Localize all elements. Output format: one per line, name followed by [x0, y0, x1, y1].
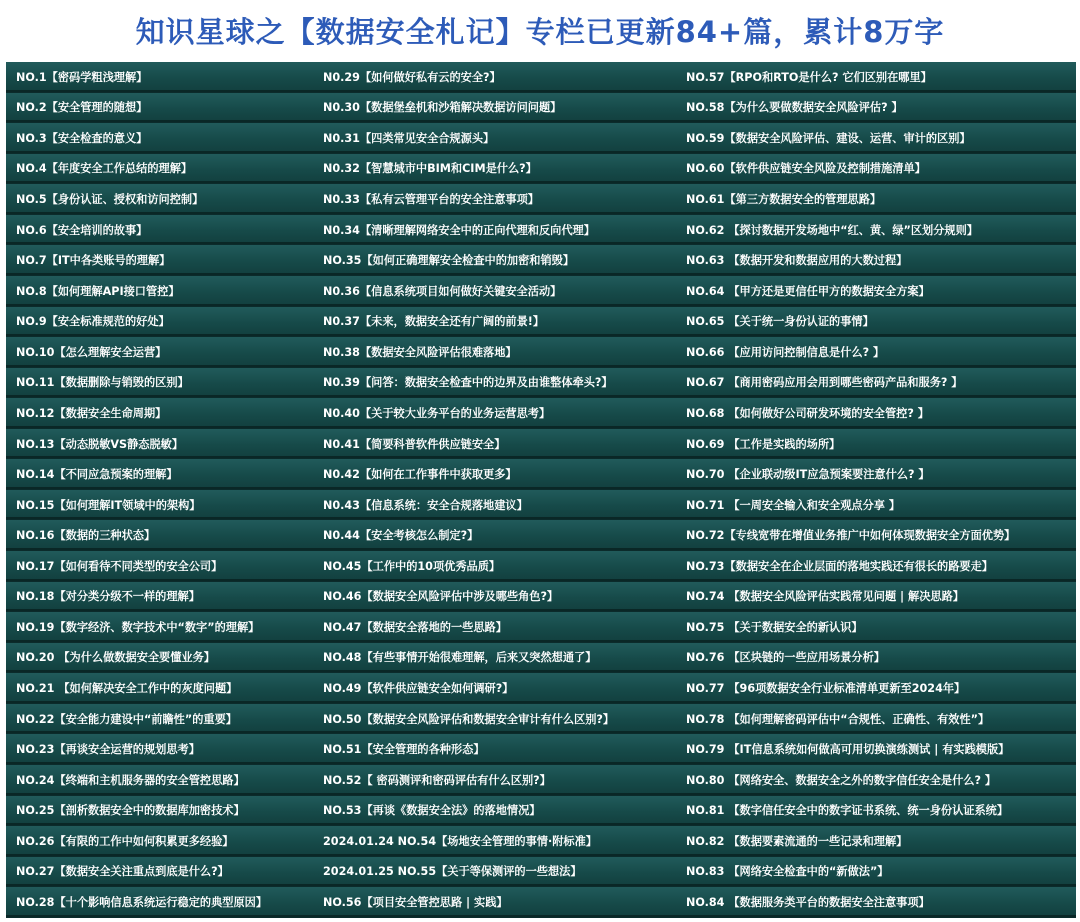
article-entry-label: NO.25【剖析数据安全中的数据库加密技术】 — [16, 804, 245, 818]
article-entry — [6, 490, 313, 521]
article-entry — [6, 673, 313, 704]
article-entry — [6, 857, 313, 888]
article-entry-label: N0.42【如何在工作事件中获取更多】 — [323, 468, 517, 482]
article-entry-label: NO.59【数据安全风险评估、建设、运营、审计的区别】 — [686, 131, 971, 145]
article-entry-label: NO.49【软件供应链安全如何调研?】 — [323, 682, 514, 696]
article-entry — [6, 154, 313, 185]
article-entry — [676, 123, 1076, 154]
article-entry — [313, 429, 676, 460]
article-entry — [676, 796, 1076, 827]
page-title: 知识星球之【数据安全札记】专栏已更新84+篇，累计8万字 — [135, 14, 945, 49]
article-entry — [313, 307, 676, 338]
article-entry — [676, 551, 1076, 582]
article-entry-label: NO.78 【如何理解密码评估中“合规性、正确性、有效性”】 — [686, 712, 990, 726]
article-entry-label: NO.53【再谈《数据安全法》的落地情况】 — [323, 804, 541, 818]
article-entry — [313, 520, 676, 551]
article-entry-label: NO.67 【商用密码应用会用到哪些密码产品和服务? 】 — [686, 376, 963, 390]
article-entry — [6, 276, 313, 307]
article-entry — [313, 887, 676, 918]
article-entry-label: N0.38【数据安全风险评估很难落地】 — [323, 345, 517, 359]
article-entry-label: NO.63 【数据开发和数据应用的大数过程】 — [686, 254, 908, 268]
article-entry-label: NO.46【数据安全风险评估中涉及哪些角色?】 — [323, 590, 559, 604]
article-entry-label: NO.26【有限的工作中如何积累更多经验】 — [16, 834, 234, 848]
article-entry — [313, 612, 676, 643]
article-entry-label: NO.81 【数字信任安全中的数字证书系统、统一身份认证系统】 — [686, 804, 1009, 818]
article-entry-label: NO.12【数据安全生命周期】 — [16, 406, 167, 420]
article-entry-label: NO.6【安全培训的故事】 — [16, 223, 148, 237]
article-entry — [313, 337, 676, 368]
article-entry — [6, 123, 313, 154]
article-entry-label: N0.41【简要科普软件供应链安全】 — [323, 437, 506, 451]
article-entry-label: NO.58【为什么要做数据安全风险评估? 】 — [686, 101, 903, 115]
article-entry-label: NO.13【动态脱敏VS静态脱敏】 — [16, 437, 184, 451]
article-entry — [313, 704, 676, 735]
article-entry — [6, 582, 313, 613]
article-entry-label: NO.51【安全管理的各种形态】 — [323, 743, 485, 757]
article-entry-label: N0.36【信息系统项目如何做好关键安全活动】 — [323, 284, 562, 298]
article-entry-label: NO.80 【网络安全、数据安全之外的数字信任安全是什么? 】 — [686, 773, 997, 787]
article-entry — [313, 765, 676, 796]
article-entry — [676, 154, 1076, 185]
article-index-grid — [6, 62, 1076, 918]
article-entry — [6, 887, 313, 918]
article-entry — [676, 307, 1076, 338]
article-entry-label: NO.22【安全能力建设中“前瞻性”的重要】 — [16, 712, 237, 726]
article-entry — [676, 887, 1076, 918]
article-entry-label: NO.64 【甲方还是更信任甲方的数据安全方案】 — [686, 284, 930, 298]
article-entry-label: NO.7【IT中各类账号的理解】 — [16, 254, 171, 268]
article-entry — [676, 612, 1076, 643]
article-entry-label: NO.74 【数据安全风险评估实践常见问题 | 解决思路】 — [686, 590, 964, 604]
article-entry-label: NO.56【项目安全管控思路 | 实践】 — [323, 895, 508, 909]
article-entry-label: NO.1【密码学粗浅理解】 — [16, 70, 148, 84]
article-entry-label: NO.65 【关于统一身份认证的事情】 — [686, 315, 874, 329]
article-entry — [6, 459, 313, 490]
article-entry-label: NO.11【数据删除与销毁的区别】 — [16, 376, 189, 390]
article-entry-label: NO.68 【如何做好公司研发环境的安全管控? 】 — [686, 406, 929, 420]
article-entry — [313, 398, 676, 429]
article-entry — [6, 307, 313, 338]
article-entry — [313, 184, 676, 215]
article-entry-label: NO.50【数据安全风险评估和数据安全审计有什么区别?】 — [323, 712, 615, 726]
article-entry — [676, 490, 1076, 521]
article-entry — [313, 276, 676, 307]
article-entry — [313, 673, 676, 704]
article-entry — [6, 734, 313, 765]
article-entry — [313, 796, 676, 827]
article-entry-label: NO.72【专线宽带在增值业务推广中如何体现数据安全方面优势】 — [686, 529, 1016, 543]
article-entry — [313, 459, 676, 490]
article-entry — [6, 704, 313, 735]
article-entry-label: NO.75 【关于数据安全的新认识】 — [686, 620, 863, 634]
article-entry — [676, 215, 1076, 246]
article-entry — [313, 643, 676, 674]
article-entry — [676, 582, 1076, 613]
article-entry-label: N0.29【如何做好私有云的安全?】 — [323, 70, 501, 84]
article-entry-label: NO.57【RPO和RTO是什么? 它们区别在哪里】 — [686, 70, 932, 84]
article-entry-label: N0.31【四类常见安全合规源头】 — [323, 131, 495, 145]
article-entry — [676, 184, 1076, 215]
article-entry-label: NO.17【如何看待不同类型的安全公司】 — [16, 559, 223, 573]
article-entry — [313, 154, 676, 185]
article-entry — [313, 93, 676, 124]
article-entry — [676, 276, 1076, 307]
article-entry-label: NO.8【如何理解API接口管控】 — [16, 284, 180, 298]
article-entry-label: NO.76 【区块链的一些应用场景分析】 — [686, 651, 885, 665]
article-entry — [6, 551, 313, 582]
article-entry-label: NO.48【有些事情开始很难理解，后来又突然想通了】 — [323, 651, 597, 665]
article-entry-label: N0.32【智慧城市中BIM和CIM是什么?】 — [323, 162, 537, 176]
article-entry — [676, 245, 1076, 276]
article-entry-label: NO.14【不同应急预案的理解】 — [16, 468, 178, 482]
article-entry-label: NO.4【年度安全工作总结的理解】 — [16, 162, 193, 176]
article-entry-label: NO.62 【探讨数据开发场地中“红、黄、绿”区划分规则】 — [686, 223, 978, 237]
article-entry-label: NO.20 【为什么做数据安全要懂业务】 — [16, 651, 215, 665]
article-entry-label: N0.39【问答：数据安全检查中的边界及由谁整体牵头?】 — [323, 376, 613, 390]
article-entry — [676, 93, 1076, 124]
article-entry — [676, 734, 1076, 765]
article-entry-label: NO.35【如何正确理解安全检查中的加密和销毁】 — [323, 254, 575, 268]
article-entry — [313, 551, 676, 582]
article-entry — [6, 337, 313, 368]
article-entry-label: N0.40【关于较大业务平台的业务运营思考】 — [323, 406, 551, 420]
article-entry — [6, 398, 313, 429]
article-entry — [676, 429, 1076, 460]
article-entry — [6, 826, 313, 857]
article-entry — [676, 673, 1076, 704]
article-entry — [313, 826, 676, 857]
article-entry — [6, 62, 313, 93]
article-entry — [6, 765, 313, 796]
article-entry-label: NO.47【数据安全落地的一些思路】 — [323, 620, 507, 634]
article-entry-label: NO.83 【网络安全检查中的“新做法”】 — [686, 865, 889, 879]
article-entry — [313, 490, 676, 521]
article-entry-label: N0.37【未来，数据安全还有广阔的前景!】 — [323, 315, 545, 329]
article-entry-label: NO.2【安全管理的随想】 — [16, 101, 148, 115]
article-entry — [6, 429, 313, 460]
article-entry — [6, 796, 313, 827]
article-entry-label: N0.30【数据堡垒机和沙箱解决数据访问问题】 — [323, 101, 562, 115]
article-entry — [676, 826, 1076, 857]
article-entry-label: 2024.01.25 NO.55【关于等保测评的一些想法】 — [323, 865, 582, 879]
article-entry-label: NO.84 【数据服务类平台的数据安全注意事项】 — [686, 895, 930, 909]
article-entry-label: N0.34【清晰理解网络安全中的正向代理和反向代理】 — [323, 223, 595, 237]
article-entry-label: NO.52【 密码测评和密码评估有什么区别?】 — [323, 773, 551, 787]
article-entry — [6, 215, 313, 246]
article-entry-label: NO.9【安全标准规范的好处】 — [16, 315, 170, 329]
article-entry — [313, 62, 676, 93]
article-entry-label: N0.33【私有云管理平台的安全注意事项】 — [323, 193, 539, 207]
article-entry — [676, 857, 1076, 888]
article-entry-label: NO.70 【企业联动级IT应急预案要注意什么? 】 — [686, 468, 930, 482]
article-entry-label: N0.43【信息系统：安全合规落地建议】 — [323, 498, 528, 512]
article-entry-label: NO.5【身份认证、授权和访问控制】 — [16, 193, 204, 207]
article-entry — [313, 368, 676, 399]
article-entry-label: 2024.01.24 NO.54【场地安全管理的事情·附标准】 — [323, 834, 597, 848]
article-entry — [6, 643, 313, 674]
article-entry — [6, 93, 313, 124]
article-entry-label: NO.69 【工作是实践的场所】 — [686, 437, 841, 451]
article-entry — [676, 765, 1076, 796]
article-entry — [6, 184, 313, 215]
article-entry-label: NO.23【再谈安全运营的规划思考】 — [16, 743, 200, 757]
article-entry-label: NO.16【数据的三种状态】 — [16, 529, 156, 543]
article-entry — [676, 704, 1076, 735]
article-entry — [6, 368, 313, 399]
article-entry — [6, 245, 313, 276]
article-entry — [313, 245, 676, 276]
article-entry — [313, 582, 676, 613]
article-entry — [676, 62, 1076, 93]
article-entry — [6, 612, 313, 643]
article-entry-label: NO.71 【一周安全输入和安全观点分享 】 — [686, 498, 901, 512]
article-entry — [6, 520, 313, 551]
article-entry — [313, 215, 676, 246]
article-entry-label: NO.77 【96项数据安全行业标准清单更新至2024年】 — [686, 682, 966, 696]
article-entry-label: NO.27【数据安全关注重点到底是什么?】 — [16, 865, 229, 879]
article-entry-label: NO.61【第三方数据安全的管理思路】 — [686, 193, 882, 207]
article-entry — [313, 123, 676, 154]
article-entry-label: NO.66 【应用访问控制信息是什么? 】 — [686, 345, 885, 359]
article-entry-label: NO.28【十个影响信息系统运行稳定的典型原因】 — [16, 895, 268, 909]
article-entry — [676, 398, 1076, 429]
article-entry-label: NO.10【怎么理解安全运营】 — [16, 345, 167, 359]
article-entry-label: NO.82 【数据要素流通的一些记录和理解】 — [686, 834, 908, 848]
article-entry — [676, 643, 1076, 674]
article-entry-label: NO.15【如何理解IT领域中的架构】 — [16, 498, 201, 512]
article-entry-label: NO.73【数据安全在企业层面的落地实践还有很长的路要走】 — [686, 559, 993, 573]
article-entry-label: NO.60【软件供应链安全风险及控制措施清单】 — [686, 162, 926, 176]
article-entry-label: NO.79 【IT信息系统如何做高可用切换演练测试 | 有实践模版】 — [686, 743, 1010, 757]
article-entry-label: NO.19【数字经济、数字技术中“数字”的理解】 — [16, 620, 260, 634]
article-entry — [313, 734, 676, 765]
article-entry-label: NO.18【对分类分级不一样的理解】 — [16, 590, 200, 604]
article-entry — [676, 337, 1076, 368]
article-entry — [676, 520, 1076, 551]
article-entry-label: NO.3【安全检查的意义】 — [16, 131, 148, 145]
article-entry-label: NO.45【工作中的10项优秀品质】 — [323, 559, 501, 573]
article-entry-label: N0.44【安全考核怎么制定?】 — [323, 529, 479, 543]
article-entry — [676, 459, 1076, 490]
article-entry-label: NO.21 【如何解决安全工作中的灰度问题】 — [16, 682, 238, 696]
article-entry — [676, 368, 1076, 399]
article-entry — [313, 857, 676, 888]
article-entry-label: NO.24【终端和主机服务器的安全管控思路】 — [16, 773, 245, 787]
